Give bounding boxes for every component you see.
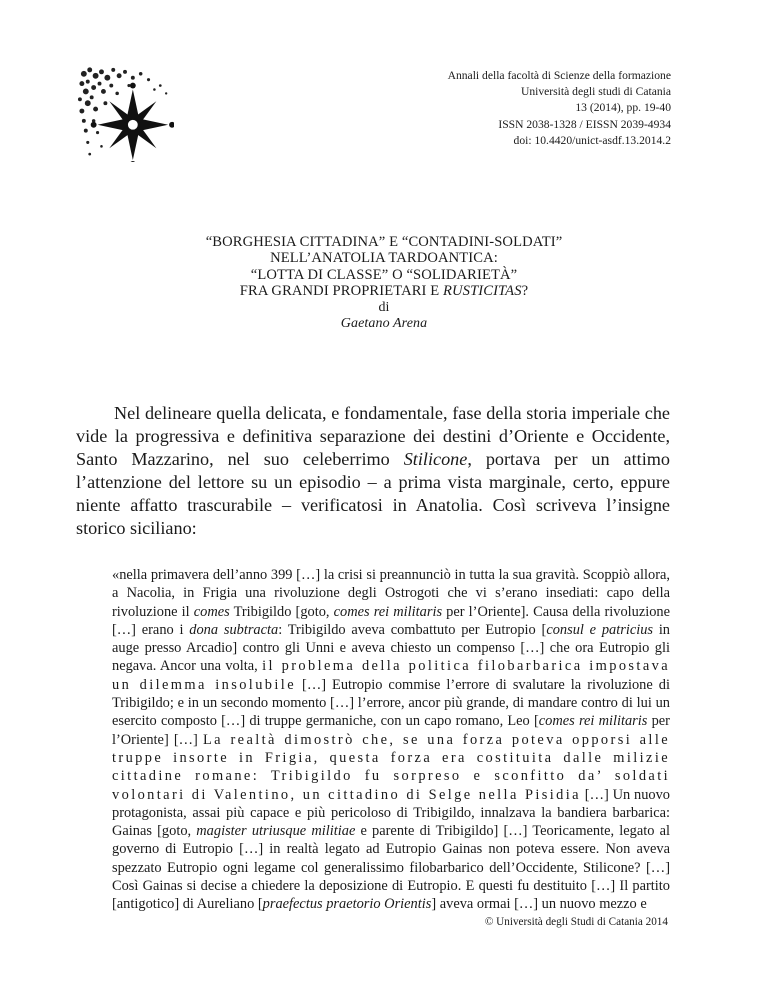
title-line-4	[0, 283, 768, 299]
quote-italic: praefectus praetorio Orientis	[262, 896, 432, 913]
issn: ISSN 2038-1328 / EISSN 2039-4934	[498, 117, 671, 131]
article-title-block	[0, 234, 768, 333]
quote-italic: magister utriusque militiae	[196, 823, 356, 840]
intro-text-1: Nel delineare quella delicata, e fondamentale, fase della storia imperiale che vide la progressiva e definitiva separazione dei destini d’Oriente e Occidente, Santo Mazzarino, nel suo celeberrimo	[76, 403, 670, 470]
quote-text: per l’Oriente] […]	[112, 713, 670, 748]
quote-text: : Tribigildo aveva combattuto per Eutropio [	[278, 621, 547, 638]
title-line-2: NELL’ANATOLIA TARDOANTICA:	[270, 250, 498, 267]
quote-italic: comes rei militaris	[333, 603, 443, 620]
author-name: Gaetano Arena	[340, 316, 428, 332]
title-line-1: “BORGHESIA CITTADINA” E “CONTADINI-SOLDATI”	[205, 234, 563, 250]
quote-spaced-emphasis: La realtà dimostrò che, se una forza poteva opporsi alle truppe insorte in Frigia, questa forza era costituita dalle milizie cittadine romane: Tribigildo fu sorpreso e sconfitto da’ soldati volontari di Valentino, un cittadino di Selge nella Pisidia	[112, 731, 671, 803]
block-quote	[112, 566, 670, 914]
copyright-footer: © Università degli Studi di Catania 2014	[484, 916, 668, 928]
quote-italic: comes	[193, 603, 230, 620]
title-line-4-italic: RUSTICITAS	[443, 282, 522, 299]
title-line-3: “LOTTA DI CLASSE” O “SOLIDARIETÀ”	[250, 266, 518, 283]
quote-text: […] Eutropio commise l’errore di svalutare la rivoluzione di Tribigildo; e in un secondo momento […] l’errore, ancor più grande, di mandare contro di lui un esercito composto […] di truppe germaniche, con un capo romano, Leo [	[112, 676, 670, 730]
university-logo-icon	[76, 64, 174, 162]
journal-header	[341, 68, 671, 149]
quote-text: e parente di Tribigildo] […] Teoricamente, legato al governo di Eutropio […] in realtà legato ad Eutropio Gainas non poteva essere. Non aveva spezzato Eutropio ogni legame col generalissimo filobarbarico dell’Occidente, Stilicone? […] Così Gainas si decise a chiedere la deposizione di Eutropio. E questi fu destituito […] Il partito [antigotico] di Aureliano [	[112, 823, 670, 913]
byline-di: di	[378, 300, 390, 316]
quote-text: Tribigildo [goto,	[229, 603, 334, 620]
quote-italic: dona subtracta	[189, 621, 279, 638]
title-line-4-end: ?	[521, 282, 529, 299]
quote-text: ] aveva ormai […] un nuovo mezzo e	[431, 896, 647, 913]
intro-italic-stilicone: Stilicone	[403, 449, 468, 470]
doi: doi: 10.4420/unict-asdf.13.2014.2	[513, 133, 671, 147]
quote-spaced-emphasis: il problema della politica filobarbarica impostava un dilemma insolubile	[112, 658, 670, 693]
university-name: Università degli studi di Catania	[520, 85, 671, 99]
intro-paragraph	[76, 402, 670, 541]
journal-name: Annali della facoltà di Scienze della formazione	[447, 69, 671, 82]
quote-text: […] Un nuovo protagonista, assai più capace e più pericoloso di Tribigildo, innalzava la bandiera barbarica: Gainas [goto,	[112, 786, 670, 840]
intro-text-2: , portava per un attimo l’attenzione del lettore su un episodio – a prima vista marginale, certo, eppure niente affatto trascurabile – verificatosi in Anatolia. Così scriveva l’insigne storico siciliano:	[76, 449, 671, 539]
quote-text: in auge presso Arcadio] contro gli Unni e aveva chiesto un compenso […] che ora Eutropio gli negava. Ancor una volta,	[112, 621, 671, 675]
quote-italic: consul e patricius	[546, 621, 654, 638]
quote-italic: comes rei militaris	[538, 713, 648, 730]
title-line-4-text: FRA GRANDI PROPRIETARI E	[239, 282, 444, 299]
volume-pages: 13 (2014), pp. 19-40	[575, 101, 671, 115]
quote-text: per l’Oriente]. Causa della rivoluzione […] erano i	[112, 603, 671, 638]
quote-text: «nella primavera dell’anno 399 […] la crisi si preannunciò in tutta la sua gravità. Scoppiò allora, a Nacolia, in Frigia una rivoluzione degli Ostrogoti che vi s’erano insediati: capo della rivoluzione il	[112, 567, 670, 620]
